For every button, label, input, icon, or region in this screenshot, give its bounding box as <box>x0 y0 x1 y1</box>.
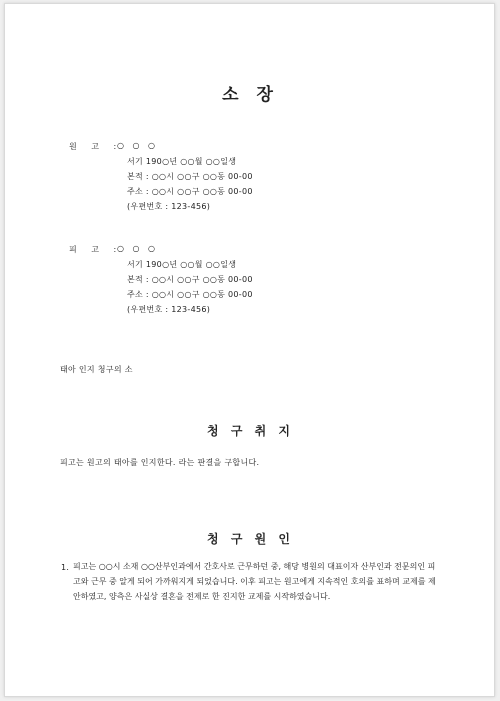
defendant-label: 피 고 : <box>69 245 123 254</box>
claim-cause-heading: 청 구 원 인 <box>207 532 294 546</box>
defendant-address: 주소 : ○○시 ○○구 ○○동 00-00 <box>127 290 253 299</box>
defendant-birth: 서기 190○년 ○○월 ○○일생 <box>127 260 237 269</box>
plaintiff-postal-code: (우편번호 : 123-456) <box>127 202 211 211</box>
claim-cause-paragraph: 피고는 ○○시 소재 ○○산부인과에서 간호사로 근무하던 중, 해당 병원의 대표이자 산부인과 전문의인 피고와 근무 중 알게 되어 가까워지게 되었습니다. 이후 피고는 원고에게 지속적인 호의를 표하며 교제를 제안하였고, 양측은 사실상 결혼을 전제로 한 진지한 교제를 시작하였습니다. <box>73 562 436 601</box>
claim-cause-number: 1. <box>61 563 70 572</box>
plaintiff-domicile: 본적 : ○○시 ○○구 ○○동 00-00 <box>127 172 253 181</box>
plaintiff-address: 주소 : ○○시 ○○구 ○○동 00-00 <box>127 187 253 196</box>
defendant-domicile: 본적 : ○○시 ○○구 ○○동 00-00 <box>127 275 253 284</box>
claim-purpose-text: 피고는 원고의 태아를 인지한다. 라는 판결을 구합니다. <box>60 458 260 467</box>
case-name: 태아 인지 청구의 소 <box>60 365 133 374</box>
defendant-name: ○ ○ ○ <box>117 244 159 253</box>
plaintiff-birth: 서기 190○년 ○○월 ○○일생 <box>127 157 237 166</box>
defendant-postal-code: (우편번호 : 123-456) <box>127 305 211 314</box>
document-title: 소 장 <box>222 85 279 105</box>
plaintiff-name: ○ ○ ○ <box>117 141 159 150</box>
document-page <box>4 3 495 697</box>
claim-purpose-heading: 청 구 취 지 <box>207 424 294 438</box>
plaintiff-label: 원 고 : <box>69 142 123 151</box>
